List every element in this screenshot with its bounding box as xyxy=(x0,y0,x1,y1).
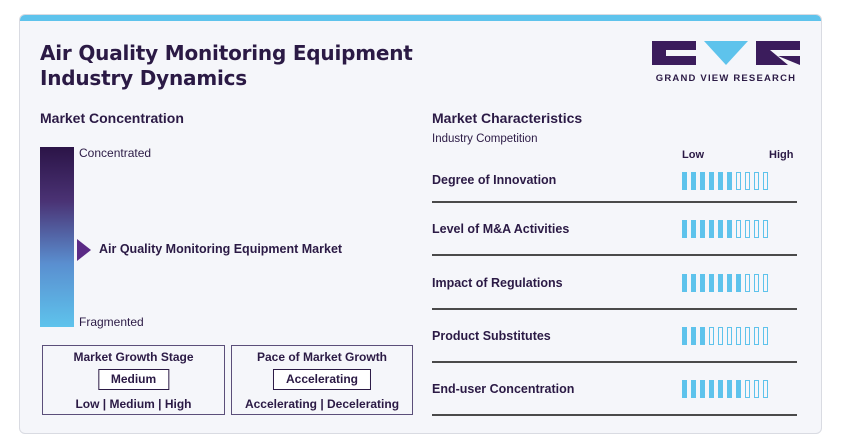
rating-segment-filled xyxy=(727,274,732,292)
rating-segment-filled xyxy=(691,220,696,238)
characteristic-label: Level of M&A Activities xyxy=(432,222,570,236)
rating-segment-empty xyxy=(745,274,750,292)
scale-high-label: High xyxy=(769,149,794,161)
rating-segment-empty xyxy=(736,327,741,345)
rating-segment-filled xyxy=(727,172,732,190)
characteristic-label: Degree of Innovation xyxy=(432,173,557,187)
row-divider xyxy=(432,308,797,310)
row-divider xyxy=(432,201,797,203)
rating-segment-filled xyxy=(691,327,696,345)
rating-segment-filled xyxy=(709,172,714,190)
pace-growth-value: Accelerating xyxy=(273,369,371,390)
top-accent-bar xyxy=(20,15,821,21)
rating-segment-filled xyxy=(709,274,714,292)
rating-segment-filled xyxy=(718,380,723,398)
rating-segment-filled xyxy=(727,220,732,238)
rating-segment-empty xyxy=(727,327,732,345)
row-divider xyxy=(432,414,797,416)
rating-meter xyxy=(682,274,768,292)
rating-meter xyxy=(682,380,768,398)
rating-segment-filled xyxy=(691,172,696,190)
market-concentration-title: Market Concentration xyxy=(40,110,184,126)
rating-segment-empty xyxy=(754,380,759,398)
rating-segment-filled xyxy=(682,327,687,345)
rating-meter xyxy=(682,172,768,190)
concentrated-label: Concentrated xyxy=(79,146,152,160)
rating-segment-empty xyxy=(745,380,750,398)
rating-segment-filled xyxy=(736,380,741,398)
market-marker-arrow-icon xyxy=(77,239,91,261)
rating-segment-filled xyxy=(691,274,696,292)
rating-segment-filled xyxy=(700,380,705,398)
rating-segment-filled xyxy=(682,274,687,292)
rating-segment-filled xyxy=(709,380,714,398)
logo-mark-icon xyxy=(652,41,800,65)
rating-segment-empty xyxy=(718,327,723,345)
pace-growth-scale: Accelerating | Decelerating xyxy=(244,397,400,411)
rating-segment-empty xyxy=(754,172,759,190)
characteristic-label: Impact of Regulations xyxy=(432,276,563,290)
rating-segment-empty xyxy=(763,220,768,238)
rating-segment-empty xyxy=(736,172,741,190)
rating-segment-empty xyxy=(754,327,759,345)
rating-segment-filled xyxy=(736,274,741,292)
rating-segment-empty xyxy=(745,220,750,238)
growth-stage-scale: Low | Medium | High xyxy=(75,397,192,411)
rating-segment-empty xyxy=(709,327,714,345)
pace-growth-title: Pace of Market Growth xyxy=(256,350,388,364)
rating-segment-filled xyxy=(718,274,723,292)
rating-segment-filled xyxy=(682,380,687,398)
rating-segment-filled xyxy=(682,220,687,238)
fragmented-label: Fragmented xyxy=(79,315,144,329)
scale-low-label: Low xyxy=(682,149,704,161)
rating-segment-empty xyxy=(754,220,759,238)
rating-meter xyxy=(682,220,768,238)
growth-stage-title: Market Growth Stage xyxy=(73,350,194,364)
row-divider xyxy=(432,361,797,363)
grand-view-research-logo xyxy=(652,41,800,93)
industry-competition-subtitle: Industry Competition xyxy=(432,133,538,145)
rating-segment-empty xyxy=(754,274,759,292)
characteristic-row xyxy=(432,165,797,219)
rating-segment-filled xyxy=(700,220,705,238)
rating-segment-empty xyxy=(745,172,750,190)
rating-segment-empty xyxy=(736,220,741,238)
characteristic-label: End-user Concentration xyxy=(432,382,575,396)
concentration-gradient-bar xyxy=(40,147,74,327)
growth-stage-value: Medium xyxy=(98,369,169,390)
market-growth-stage-box xyxy=(42,345,225,415)
characteristic-label: Product Substitutes xyxy=(432,329,551,343)
rating-segment-empty xyxy=(745,327,750,345)
row-divider xyxy=(432,254,797,256)
rating-meter xyxy=(682,327,768,345)
rating-segment-filled xyxy=(718,172,723,190)
rating-segment-filled xyxy=(727,380,732,398)
rating-segment-empty xyxy=(763,172,768,190)
rating-segment-filled xyxy=(709,220,714,238)
rating-segment-filled xyxy=(682,172,687,190)
characteristic-row xyxy=(432,268,797,322)
rating-segment-filled xyxy=(700,327,705,345)
market-characteristics-title: Market Characteristics xyxy=(432,110,583,126)
pace-of-growth-box xyxy=(231,345,413,415)
characteristic-row xyxy=(432,321,797,375)
industry-dynamics-card xyxy=(19,14,822,434)
characteristic-row xyxy=(432,214,797,268)
rating-segment-filled xyxy=(718,220,723,238)
rating-segment-filled xyxy=(700,274,705,292)
rating-segment-empty xyxy=(763,327,768,345)
rating-segment-empty xyxy=(763,380,768,398)
rating-segment-filled xyxy=(691,380,696,398)
page-title: Air Quality Monitoring Equipment Industry Dynamics xyxy=(40,41,413,90)
market-marker-label: Air Quality Monitoring Equipment Market xyxy=(99,241,343,256)
logo-text: GRAND VIEW RESEARCH xyxy=(655,73,797,84)
rating-segment-empty xyxy=(763,274,768,292)
rating-segment-filled xyxy=(700,172,705,190)
characteristic-row xyxy=(432,374,797,428)
